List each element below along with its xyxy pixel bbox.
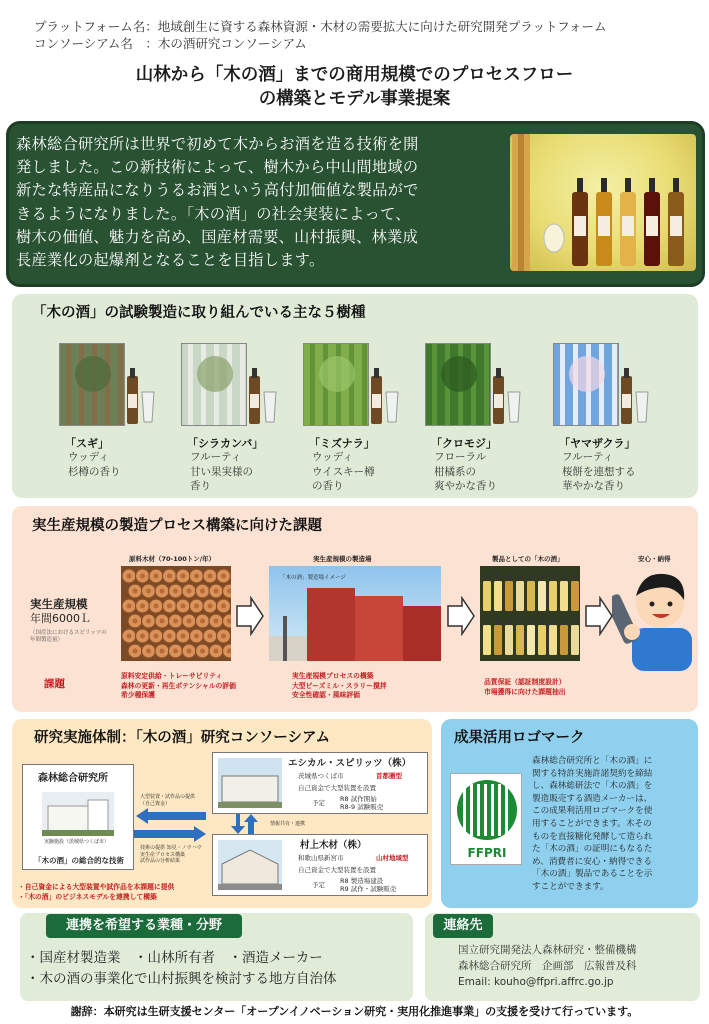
title-line-2: の構築とモデル事業提案 <box>258 89 451 109</box>
ffpri-name: 森林総合研究所 <box>38 773 108 784</box>
species-description <box>190 450 253 494</box>
species-bottles <box>489 364 523 426</box>
logo-description-line: 製造販売する酒造メーカーは、 <box>532 793 653 804</box>
partner-name: 村上木材（株） <box>300 840 367 851</box>
intro-line: 森林総合研究所は世界で初めて木からお酒を造る技術を開 <box>16 135 419 153</box>
partner-region: 山村地域型 <box>376 854 409 862</box>
scale-value: 年間6000Ｌ <box>30 612 91 625</box>
issue-note: 大型ビーズミル・スラリー撹拌 <box>292 681 387 690</box>
partner-photo <box>218 840 282 890</box>
link-mid: 情報共有・連携 <box>270 821 306 827</box>
logo-description <box>532 755 652 894</box>
partner-plan-label: 予定 <box>312 881 325 889</box>
timber-issues <box>121 672 236 701</box>
logo-description-line: め、消費者に安心・納得できる <box>532 856 652 867</box>
step-heading-timber: 原料木材（70-100トン/年） <box>129 555 216 563</box>
species-description-line: 杉樽の香り <box>68 465 121 478</box>
schedule-line: R8 試作開始 <box>340 795 377 803</box>
species-section-title: 「木の酒」の試験製造に取り組んでいる主な５樹種 <box>32 305 366 321</box>
species-name: 「ヤマザクラ」 <box>559 437 636 450</box>
shirt <box>632 628 692 671</box>
species-description-line: フルーティ <box>190 451 242 463</box>
scale-note-1: （国産法におけるスピリッツの <box>30 630 107 636</box>
species-description-line: フローラル <box>434 451 487 463</box>
platform-line: プラットフォーム名：地域創生に資する森林資源・木材の需要拡大に向けた研究開発プラットフォーム <box>34 19 607 34</box>
partner-location: 和歌山県新宮市 <box>298 854 344 862</box>
logo-description-line: ものを直接糖化発酵して造られ <box>532 831 653 842</box>
logo-description-line: し、森林総研法で「木の酒」を <box>532 781 653 792</box>
species-bottles <box>245 364 279 426</box>
logo-description-line: 関する特許実施許諾契約を締結 <box>532 768 653 779</box>
species-description-line: 柑橘系の <box>434 465 476 478</box>
link-bottom <box>140 845 202 865</box>
plant-issues <box>292 672 387 701</box>
species-name: 「スギ」 <box>65 437 109 450</box>
factory-building <box>307 588 355 661</box>
species-photo <box>425 343 491 426</box>
species-description-line: ウッディ <box>68 451 109 463</box>
species-description-line: ウイスキー樽 <box>312 465 375 478</box>
consortium-notes <box>18 883 174 902</box>
species-name: 「ミズナラ」 <box>309 437 375 450</box>
consortium-note: ・自己資金による大型装置や試作品を本課題に提供 <box>18 883 175 891</box>
schedule-line: R9 試作・試験販売 <box>340 885 397 893</box>
bottles-photo <box>510 134 696 271</box>
wood-grain <box>518 134 524 271</box>
link-bottom-line: 実生産プロセス構築 <box>140 851 186 858</box>
species-description-line: 香り <box>190 480 211 492</box>
product-photo <box>480 566 580 661</box>
bottle-icon <box>668 178 684 266</box>
partner-name: エシカル・スピリッツ（株） <box>288 758 412 769</box>
species-photo <box>59 343 125 426</box>
eye <box>668 602 673 607</box>
species-photo <box>553 343 619 426</box>
arrow-right-icon <box>235 596 265 636</box>
intro-line: 発しました。この新技術によって、樹木から中山間地域の <box>16 158 419 177</box>
species-description <box>562 450 636 494</box>
cooperation-line-2: ・木の酒の事業化で山村振興を検討する地方自治体 <box>26 971 337 987</box>
scale-note-2: 年間製造量） <box>30 637 64 643</box>
issue-note: 森林の更新・再生ポテンシャルの評価 <box>121 681 236 690</box>
consortium-line: コンソーシアム名 ：木の酒研究コンソーシアム <box>34 36 307 51</box>
eye <box>650 602 655 607</box>
log-pile <box>121 566 231 661</box>
updown-arrows <box>228 814 258 834</box>
cooperation-line-1: ・国産材製造業 ・山林所有者 ・酒造メーカー <box>26 950 323 966</box>
hand <box>624 624 640 640</box>
species-bottles <box>367 364 401 426</box>
partner-schedule <box>340 877 396 893</box>
ffpri-building-photo <box>42 792 114 836</box>
species-bottles <box>123 364 157 426</box>
intro-line: 新たな特産品になりうるお酒という高付加価値な製品がで <box>16 181 419 200</box>
consortium-title: 研究実施体制：「木の酒」研究コンソーシアム <box>34 730 330 746</box>
logo-description-line: 「木の酒」製品であることを示 <box>532 869 653 880</box>
glass <box>544 224 564 252</box>
issue-note: 安全性確認・風味評価 <box>292 691 360 699</box>
logo-section-title: 成果活用ロゴマーク <box>454 730 585 746</box>
logo-description-line: この成果利活用ロゴマークを使 <box>532 806 653 817</box>
issue-note: 品質保証（認証制度設計） <box>484 678 566 686</box>
link-top-line: （自己資金） <box>140 800 171 807</box>
partner-region: 首都圏型 <box>376 772 402 780</box>
species-description-line: ウッディ <box>312 451 353 463</box>
process-section-title: 実生産規模の製造プロセス構築に向けた課題 <box>32 518 322 534</box>
bottle-icon <box>572 178 588 266</box>
issue-note: 原料安定供給・トレーサビリティ <box>121 672 223 680</box>
partner-investment: 自己資金で大型装置を設置 <box>298 866 376 874</box>
schedule-line: R8 製造場建設 <box>340 877 384 885</box>
species-description <box>312 450 375 494</box>
intro-line: きるようになりました。「木の酒」の社会実装によって、 <box>16 204 411 223</box>
species-description-line: 甘い果実様の <box>190 465 253 478</box>
issue-label: 課題 <box>44 678 65 690</box>
species-name: 「クロモジ」 <box>431 437 497 450</box>
link-top <box>140 794 195 807</box>
contact-org: 国立研究開発法人森林研究・整備機構 <box>458 944 637 956</box>
species-description-line: 桜餅を連想する <box>562 465 636 478</box>
link-top-line: 大型装置・試作品の提供 <box>140 794 196 800</box>
issue-note: 実生産規模プロセスの構築 <box>292 672 374 680</box>
partner-location: 茨城県つくば市 <box>298 772 344 780</box>
cooperation-title: 連携を希望する業種・分野 <box>46 914 242 938</box>
link-bottom-line: 試作品の分析結果 <box>140 858 181 864</box>
contact-dept: 森林総合研究所 企画部 広報普及科 <box>458 960 637 972</box>
bottle-icon <box>644 178 660 266</box>
person-holding-bottle <box>612 566 696 671</box>
ffpri-caption: 実験施設（茨城県つくば市） <box>44 839 110 845</box>
factory-annex <box>269 636 307 661</box>
bottles-illustration <box>510 134 696 271</box>
issue-note: 市場獲得に向けた課題抽出 <box>484 687 566 696</box>
species-photo <box>303 343 369 426</box>
bottle-icon <box>596 178 612 266</box>
bottle-shelf <box>480 566 580 661</box>
partner-schedule <box>340 795 383 811</box>
link-bottom-line: 技術の提供 知見・ノウハウ <box>140 845 202 851</box>
mascot-illustration <box>612 566 696 671</box>
intro-line: 長産業化の起爆剤となることを目指します。 <box>16 251 325 270</box>
step-heading-trust: 安心・納得 <box>638 555 671 563</box>
species-description-line: の香り <box>312 480 344 492</box>
step-heading-product: 製品としての「木の酒」 <box>492 555 564 563</box>
bottle-icon <box>620 178 636 266</box>
partner-photo <box>218 758 282 808</box>
species-description-line: 華やかな香り <box>562 480 625 492</box>
intro-text <box>16 133 506 272</box>
product-issues <box>484 678 566 697</box>
species-description-line: フルーティ <box>562 451 614 463</box>
factory-building <box>355 596 403 661</box>
issue-note: 希少種保護 <box>121 691 155 699</box>
factory-building <box>403 606 441 661</box>
title-line-1: 山林から「木の酒」までの商用規模でのプロセスフロー <box>135 65 574 85</box>
scale-label: 実生産規模 <box>30 597 88 611</box>
arrow-right-icon <box>134 826 206 842</box>
species-description <box>68 450 121 479</box>
partner-investment: 自己資金で大型装置を設置 <box>298 784 376 792</box>
species-bottles <box>617 364 651 426</box>
two-way-arrows <box>134 808 208 842</box>
ffpri-tech: 「木の酒」の総合的な技術 <box>34 856 124 865</box>
arrow-right-icon <box>584 596 614 636</box>
species-description <box>434 450 497 494</box>
arrow-right-icon <box>446 596 476 636</box>
plant-caption: 「木の酒」製造場イメージ <box>280 575 346 581</box>
schedule-line: R8-9 試験販売 <box>340 803 384 811</box>
step-heading-plant: 実生産規模の製造場 <box>313 555 372 563</box>
logo-description-line: た「木の酒」の証明にもなるた <box>532 844 653 855</box>
consortium-note: ・「木の酒」のビジネスモデルを連携して構築 <box>18 892 157 901</box>
contact-email[interactable]: Email: kouho@ffpri.affrc.go.jp <box>458 976 614 988</box>
ffpri-logo <box>450 773 522 865</box>
logo-description-line: 森林総合研究所と「木の酒」に <box>532 756 653 766</box>
contact-title: 連絡先 <box>433 914 493 938</box>
footer-acknowledgement: 謝辞：本研究は生研支援センター「オープンイノベーション研究・実用化推進事業」の支援を受けて行っています。 <box>70 1005 639 1018</box>
partner-plan-label: 予定 <box>312 799 325 807</box>
timber-photo <box>121 566 231 661</box>
logo-text: FFPRI <box>467 846 507 860</box>
logo-description-line: すことができます。 <box>532 881 609 892</box>
arrow-left-icon <box>136 808 206 824</box>
logo-description-line: 用することができます。木その <box>532 818 652 829</box>
intro-line: 樹木の価値、魅力を高め、国産材需要、山村振興、林業成 <box>16 227 419 246</box>
species-name: 「シラカンバ」 <box>187 437 264 450</box>
street-lamp <box>283 616 287 661</box>
species-photo <box>181 343 247 426</box>
species-description-line: 爽やかな香り <box>434 480 497 492</box>
